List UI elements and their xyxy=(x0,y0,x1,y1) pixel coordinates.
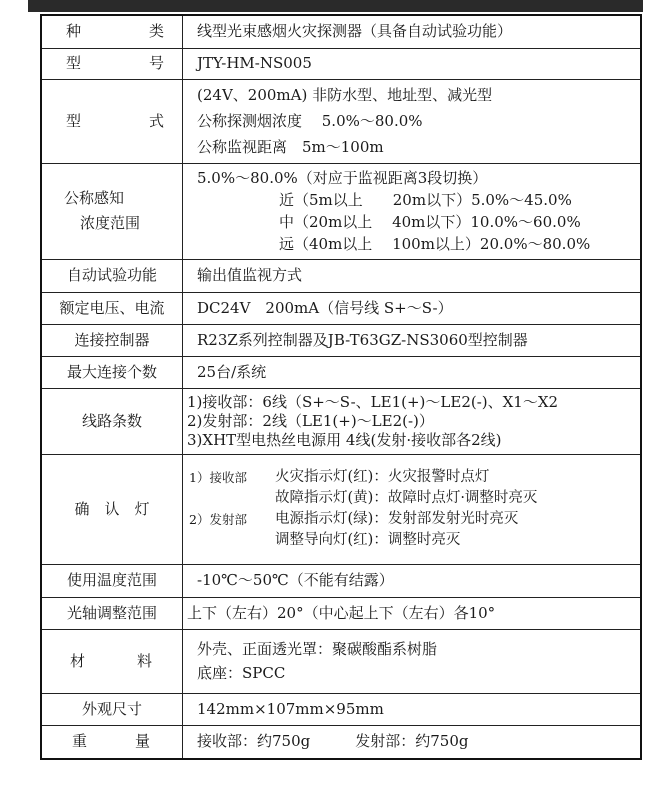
label-sensitivity-b: 浓度范围 xyxy=(80,214,141,232)
label-weight-a: 重 xyxy=(72,732,88,751)
value-axis: 上下（左右）20°（中心起上下（左右）各10° xyxy=(183,597,642,629)
label-material-b: 料 xyxy=(136,651,152,670)
label-material xyxy=(41,629,183,693)
value-confirm xyxy=(183,454,642,564)
lines-count-2: 2)发射部：2线（LE1(+)～LE2(-)） xyxy=(187,411,434,430)
label-kind xyxy=(41,15,183,48)
label-temp: 使用温度范围 xyxy=(41,564,183,597)
confirm-item-2: 故障指示灯(黄)：故障时点灯·调整时亮灭 xyxy=(275,490,538,506)
confirm-item-1: 火灾指示灯(红)：火灾报警时点灯 xyxy=(275,469,490,485)
sens-line-4: 远（40m以上 100m以上）20.0%～80.0% xyxy=(279,234,591,253)
label-size: 外观尺寸 xyxy=(41,693,183,725)
style-line-1: (24V、200mA) 非防水型、地址型、减光型 xyxy=(197,85,493,104)
label-self-test: 自动试验功能 xyxy=(41,259,183,292)
value-size: 142mm×107mm×95mm xyxy=(183,693,642,725)
lines-count-3: 3)XHT型电热丝电源用 4线(发射·接收部各2线) xyxy=(187,430,502,449)
value-material xyxy=(183,629,642,693)
spec-table xyxy=(40,14,642,760)
confirm-item-4: 调整导向灯(红)：调整时亮灭 xyxy=(275,532,461,548)
value-style xyxy=(183,79,642,163)
style-line-3: 公称监视距离 5m～100m xyxy=(197,137,384,156)
row-sensitivity xyxy=(41,163,641,259)
value-kind: 线型光束感烟火灾探测器（具备自动试验功能） xyxy=(183,15,642,48)
label-style xyxy=(41,79,183,163)
label-weight-b: 量 xyxy=(134,732,150,751)
label-confirm: 确 认 灯 xyxy=(41,454,183,564)
label-voltage: 额定电压、电流 xyxy=(41,292,183,324)
confirm-group-receiver: 1）接收部 xyxy=(189,470,247,485)
value-controller: R23Z系列控制器及JB-T63GZ-NS3060型控制器 xyxy=(183,324,642,356)
row-lines-count xyxy=(41,388,641,454)
value-max-conn: 25台/系统 xyxy=(183,356,642,388)
value-self-test: 输出值监视方式 xyxy=(183,259,642,292)
top-dark-strip xyxy=(28,0,643,12)
label-sensitivity xyxy=(41,163,183,259)
row-confirm xyxy=(41,454,641,564)
label-material-a: 材 xyxy=(70,651,86,670)
row-max-conn xyxy=(41,356,641,388)
label-max-conn: 最大连接个数 xyxy=(41,356,183,388)
sens-line-3: 中（20m以上 40m以下）10.0%～60.0% xyxy=(279,212,581,231)
value-model: JTY-HM-NS005 xyxy=(183,48,642,79)
label-axis: 光轴调整范围 xyxy=(41,597,183,629)
row-temp xyxy=(41,564,641,597)
label-controller: 连接控制器 xyxy=(41,324,183,356)
value-sensitivity xyxy=(183,163,642,259)
label-sensitivity-a: 公称感知 xyxy=(64,189,125,207)
value-lines-count xyxy=(183,388,642,454)
row-model xyxy=(41,48,641,79)
sens-line-1: 5.0%～80.0%（对应于监视距离3段切换） xyxy=(197,168,488,187)
label-kind-a: 种 xyxy=(66,22,82,41)
label-kind-b: 类 xyxy=(148,22,164,41)
row-voltage xyxy=(41,292,641,324)
row-weight xyxy=(41,725,641,759)
lines-count-1: 1)接收部：6线（S+～S-、LE1(+)～LE2(-)、X1～X2 xyxy=(187,392,559,411)
label-weight xyxy=(41,725,183,759)
label-model-a: 型 xyxy=(66,54,82,72)
style-line-2: 公称探测烟浓度 5.0%～80.0% xyxy=(197,111,423,130)
material-line-2: 底座：SPCC xyxy=(197,663,286,682)
row-kind xyxy=(41,15,641,48)
label-model xyxy=(41,48,183,79)
label-style-b: 式 xyxy=(148,111,164,130)
row-self-test xyxy=(41,259,641,292)
row-size xyxy=(41,693,641,725)
label-lines-count: 线路条数 xyxy=(41,388,183,454)
value-weight: 接收部：约750g 发射部：约750g xyxy=(183,725,642,759)
row-style xyxy=(41,79,641,163)
value-temp: -10℃～50℃（不能有结露） xyxy=(183,564,642,597)
material-line-1: 外壳、正面透光罩：聚碳酸酯系树脂 xyxy=(197,639,438,658)
value-voltage: DC24V 200mA（信号线 S+～S-） xyxy=(183,292,642,324)
label-style-a: 型 xyxy=(66,111,82,130)
row-controller xyxy=(41,324,641,356)
row-axis xyxy=(41,597,641,629)
row-material xyxy=(41,629,641,693)
confirm-item-3: 电源指示灯(绿)：发射部发射光时亮灭 xyxy=(275,511,519,527)
confirm-group-emitter: 2）发射部 xyxy=(189,512,247,527)
label-model-b: 号 xyxy=(148,54,164,72)
sens-line-2: 近（5m以上 20m以下）5.0%～45.0% xyxy=(279,190,572,209)
